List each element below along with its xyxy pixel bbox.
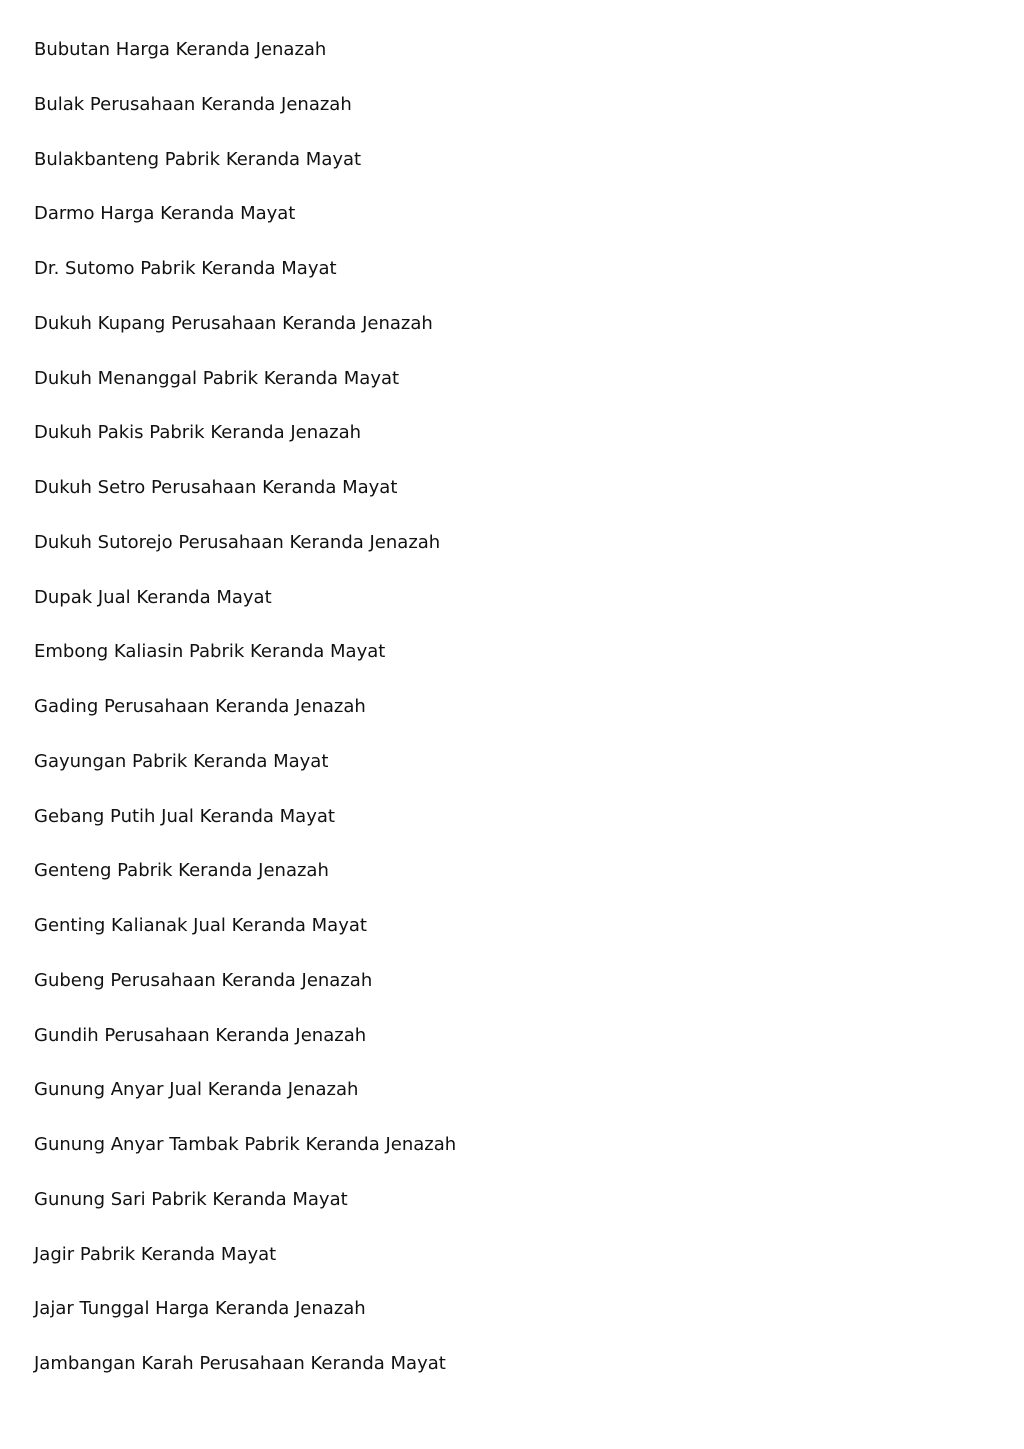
list-item: Jajar Tunggal Harga Keranda Jenazah	[34, 1298, 366, 1320]
list-item: Jambangan Karah Perusahaan Keranda Mayat	[34, 1353, 446, 1374]
list-item: Genting Kalianak Jual Keranda Mayat	[34, 915, 367, 936]
list-item: Bulak Perusahaan Keranda Jenazah	[34, 93, 352, 115]
list-item: Genteng Pabrik Keranda Jenazah	[34, 860, 329, 882]
list-item: Dukuh Sutorejo Perusahaan Keranda Jenazah	[34, 531, 441, 553]
list-item: Dukuh Menanggal Pabrik Keranda Mayat	[34, 367, 400, 389]
list-item: Bulakbanteng Pabrik Keranda Mayat	[34, 148, 362, 170]
list-item: Dupak Jual Keranda Mayat	[34, 586, 272, 608]
list-item: Gundih Perusahaan Keranda Jenazah	[34, 1024, 367, 1046]
entry-list	[34, 36, 994, 1405]
list-item: Gunung Anyar Tambak Pabrik Keranda Jenazah	[34, 1134, 457, 1155]
list-item: Gunung Sari Pabrik Keranda Mayat	[34, 1188, 348, 1210]
list-item: Embong Kaliasin Pabrik Keranda Mayat	[34, 641, 386, 663]
list-item: Dr. Sutomo Pabrik Keranda Mayat	[34, 258, 337, 279]
list-item: Gading Perusahaan Keranda Jenazah	[34, 696, 366, 717]
list-item: Dukuh Pakis Pabrik Keranda Jenazah	[34, 422, 362, 444]
list-item: Gubeng Perusahaan Keranda Jenazah	[34, 969, 373, 991]
list-item: Gunung Anyar Jual Keranda Jenazah	[34, 1079, 359, 1101]
list-item: Dukuh Kupang Perusahaan Keranda Jenazah	[34, 312, 433, 334]
list-item: Dukuh Setro Perusahaan Keranda Mayat	[34, 477, 398, 498]
list-item: Jagir Pabrik Keranda Mayat	[34, 1243, 277, 1265]
list-item: Gebang Putih Jual Keranda Mayat	[34, 805, 335, 827]
list-item: Darmo Harga Keranda Mayat	[34, 203, 296, 225]
list-item: Gayungan Pabrik Keranda Mayat	[34, 750, 329, 772]
list-item: Bubutan Harga Keranda Jenazah	[34, 39, 327, 60]
